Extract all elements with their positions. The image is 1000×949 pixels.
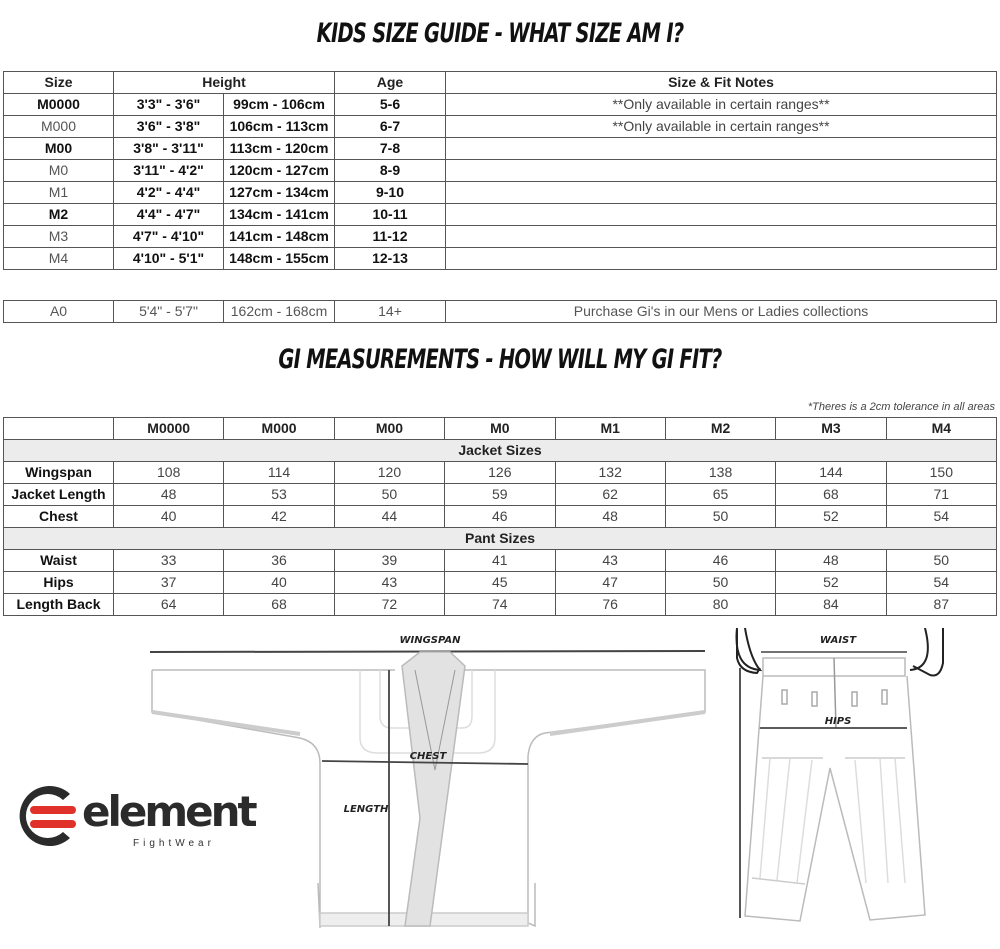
value-cell: 44	[334, 506, 444, 528]
size-cell: M0000	[4, 94, 114, 116]
table-row	[4, 248, 997, 270]
gi-measurements-title: GI MEASUREMENTS - HOW WILL MY GI FIT?	[278, 344, 722, 375]
value-cell: 48	[114, 484, 224, 506]
kids-size-guide-title: KIDS SIZE GUIDE - WHAT SIZE AM I?	[316, 18, 684, 49]
table-header-row	[4, 72, 997, 94]
waist-label: WAIST	[819, 635, 857, 646]
value-cell: 72	[334, 594, 444, 616]
size-cell: M4	[4, 248, 114, 270]
value-cell: 76	[555, 594, 665, 616]
notes-cell	[446, 138, 997, 160]
notes-cell: **Only available in certain ranges**	[446, 94, 997, 116]
height-cm-cell: 106cm - 113cm	[224, 116, 335, 138]
notes-cell	[446, 160, 997, 182]
table-row	[4, 138, 997, 160]
row-label: Chest	[4, 506, 114, 528]
age-cell: 11-12	[335, 226, 446, 248]
table-row	[4, 116, 997, 138]
hips-label: HIPS	[824, 716, 852, 727]
table-row	[4, 484, 997, 506]
header-size: M00	[334, 418, 444, 440]
value-cell: 84	[776, 594, 886, 616]
value-cell: 64	[114, 594, 224, 616]
height-cm-cell: 113cm - 120cm	[224, 138, 335, 160]
header-height: Height	[114, 72, 335, 94]
height-cm-cell: 141cm - 148cm	[224, 226, 335, 248]
header-size: M1	[555, 418, 665, 440]
brand-name: element	[82, 787, 255, 836]
value-cell: 144	[776, 462, 886, 484]
value-cell: 46	[665, 550, 775, 572]
height-in-cell: 4'10" - 5'1"	[114, 248, 224, 270]
age-cell: 6-7	[335, 116, 446, 138]
height-in-cell: 5'4" - 5'7"	[114, 301, 224, 323]
height-in-cell: 3'6" - 3'8"	[114, 116, 224, 138]
value-cell: 59	[445, 484, 555, 506]
size-cell: A0	[4, 301, 114, 323]
value-cell: 71	[886, 484, 996, 506]
notes-cell	[446, 226, 997, 248]
value-cell: 62	[555, 484, 665, 506]
height-cm-cell: 127cm - 134cm	[224, 182, 335, 204]
element-e-icon	[20, 786, 76, 846]
value-cell: 54	[886, 506, 996, 528]
header-size: M4	[886, 418, 996, 440]
size-cell: M000	[4, 116, 114, 138]
notes-cell	[446, 204, 997, 226]
value-cell: 47	[555, 572, 665, 594]
table-row	[4, 550, 997, 572]
size-cell: M2	[4, 204, 114, 226]
pants-drawing	[736, 628, 943, 921]
brand-tagline: FightWear	[133, 838, 215, 849]
value-cell: 68	[224, 594, 334, 616]
row-label: Waist	[4, 550, 114, 572]
notes-cell: **Only available in certain ranges**	[446, 116, 997, 138]
age-cell: 7-8	[335, 138, 446, 160]
table-row	[4, 462, 997, 484]
value-cell: 37	[114, 572, 224, 594]
table-row	[4, 226, 997, 248]
adult-size-table	[3, 300, 997, 323]
value-cell: 52	[776, 572, 886, 594]
section-row-jacket	[4, 440, 997, 462]
header-blank	[4, 418, 114, 440]
height-cm-cell: 134cm - 141cm	[224, 204, 335, 226]
gi-measurements-table	[3, 417, 997, 616]
age-cell: 9-10	[335, 182, 446, 204]
table-row	[4, 594, 997, 616]
value-cell: 40	[224, 572, 334, 594]
age-cell: 5-6	[335, 94, 446, 116]
chest-label: CHEST	[409, 751, 447, 762]
height-cm-cell: 162cm - 168cm	[224, 301, 335, 323]
height-in-cell: 3'8" - 3'11"	[114, 138, 224, 160]
notes-cell	[446, 182, 997, 204]
header-size: M0000	[114, 418, 224, 440]
age-cell: 8-9	[335, 160, 446, 182]
height-in-cell: 4'2" - 4'4"	[114, 182, 224, 204]
notes-cell: Purchase Gi's in our Mens or Ladies collections	[446, 301, 997, 323]
value-cell: 48	[555, 506, 665, 528]
element-fightwear-logo	[8, 780, 268, 857]
value-cell: 43	[334, 572, 444, 594]
size-cell: M0	[4, 160, 114, 182]
value-cell: 50	[886, 550, 996, 572]
value-cell: 50	[665, 506, 775, 528]
value-cell: 138	[665, 462, 775, 484]
kids-size-table	[3, 71, 997, 270]
header-size: Size	[4, 72, 114, 94]
value-cell: 46	[445, 506, 555, 528]
table-row	[4, 301, 997, 323]
table-row	[4, 204, 997, 226]
value-cell: 48	[776, 550, 886, 572]
table-row	[4, 182, 997, 204]
table-row	[4, 572, 997, 594]
value-cell: 52	[776, 506, 886, 528]
value-cell: 39	[334, 550, 444, 572]
value-cell: 108	[114, 462, 224, 484]
height-cm-cell: 148cm - 155cm	[224, 248, 335, 270]
row-label: Jacket Length	[4, 484, 114, 506]
section-row-pant	[4, 528, 997, 550]
header-size: M0	[445, 418, 555, 440]
height-cm-cell: 99cm - 106cm	[224, 94, 335, 116]
value-cell: 33	[114, 550, 224, 572]
value-cell: 50	[334, 484, 444, 506]
value-cell: 150	[886, 462, 996, 484]
table-row	[4, 160, 997, 182]
height-in-cell: 3'11" - 4'2"	[114, 160, 224, 182]
age-cell: 14+	[335, 301, 446, 323]
value-cell: 114	[224, 462, 334, 484]
table-row	[4, 506, 997, 528]
value-cell: 36	[224, 550, 334, 572]
value-cell: 65	[665, 484, 775, 506]
size-cell: M3	[4, 226, 114, 248]
value-cell: 74	[445, 594, 555, 616]
header-size: M3	[776, 418, 886, 440]
height-cm-cell: 120cm - 127cm	[224, 160, 335, 182]
header-notes: Size & Fit Notes	[446, 72, 997, 94]
wingspan-label: WINGSPAN	[399, 635, 461, 646]
value-cell: 45	[445, 572, 555, 594]
pant-sizes-label: Pant Sizes	[4, 528, 997, 550]
age-cell: 10-11	[335, 204, 446, 226]
value-cell: 87	[886, 594, 996, 616]
notes-cell	[446, 248, 997, 270]
row-label: Hips	[4, 572, 114, 594]
value-cell: 41	[445, 550, 555, 572]
value-cell: 43	[555, 550, 665, 572]
value-cell: 42	[224, 506, 334, 528]
row-label: Wingspan	[4, 462, 114, 484]
value-cell: 50	[665, 572, 775, 594]
height-in-cell: 3'3" - 3'6"	[114, 94, 224, 116]
jacket-sizes-label: Jacket Sizes	[4, 440, 997, 462]
table-row	[4, 94, 997, 116]
table-header-row	[4, 418, 997, 440]
height-in-cell: 4'4" - 4'7"	[114, 204, 224, 226]
value-cell: 54	[886, 572, 996, 594]
value-cell: 68	[776, 484, 886, 506]
value-cell: 53	[224, 484, 334, 506]
value-cell: 132	[555, 462, 665, 484]
value-cell: 126	[445, 462, 555, 484]
header-size: M2	[665, 418, 775, 440]
value-cell: 80	[665, 594, 775, 616]
tolerance-note: *Theres is a 2cm tolerance in all areas	[807, 401, 995, 413]
value-cell: 120	[334, 462, 444, 484]
row-label: Length Back	[4, 594, 114, 616]
header-size: M000	[224, 418, 334, 440]
size-cell: M00	[4, 138, 114, 160]
value-cell: 40	[114, 506, 224, 528]
age-cell: 12-13	[335, 248, 446, 270]
header-age: Age	[335, 72, 446, 94]
height-in-cell: 4'7" - 4'10"	[114, 226, 224, 248]
length-label: LENGTH	[343, 804, 389, 815]
size-cell: M1	[4, 182, 114, 204]
